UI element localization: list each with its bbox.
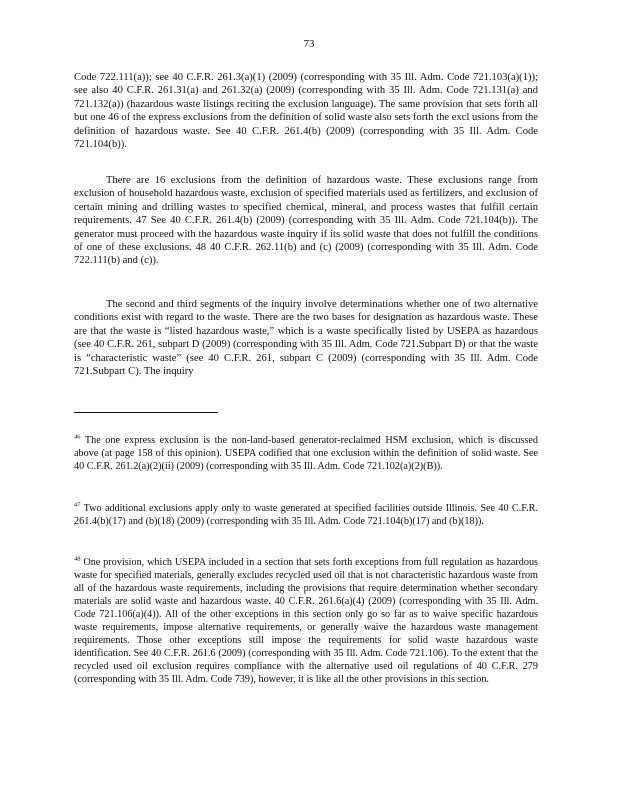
footnote-text: Two additional exclusions apply only to waste generated at specified facilities outside Illinois. See 40 C.F.R. 261.4(b)(17) and (b)(18) (2009) (corresponding with 35 Ill. Adm. Code 721.104(b)(17) and (b)(18)). xyxy=(74,503,538,527)
footnote-text: The one express exclusion is the non-land-based generator-reclaimed HSM exclusion, which is discussed above (at page 158 of this opinion). USEPA codified that one exclusion within the definition of solid waste. See 40 C.F.R. 261.2(a)(2)(ii) (2009) (corresponding with 35 Ill. Adm. Code 721.102(a)(2)(B)). xyxy=(74,435,538,472)
footnote-text: One provision, which USEPA included in a section that sets forth exceptions from full regulation as hazardous waste for specified materials, generally excludes recycled used oil that is not characteristic hazardous waste from all of the hazardous waste requirements, including the provisions that require determination whether secondary materials are solid waste and hazardous waste. 40 C.F.R. 261.6(a)(4) (2009) (corresponding with 35 Ill. Adm. Code 721.106(a)(4)). All of the other exceptions in this section only go so far as to waive specific hazardous waste requirements, impose alternative requirements, or generally waive the hazardous waste management requirements. Those other exceptions still impose the requirements for solid waste hazardous waste identification. See 40 C.F.R. 261.6 (2009) (corresponding with 35 Ill. Adm. Code 721.106). To the extent that the recycled used oil exclusion requires compliance with the alternative used oil regulations of 40 C.F.R. 279 (corresponding with 35 Ill. Adm. Code 739), however, it is like all the other provisions in this section. xyxy=(74,557,539,685)
footnote-mark: 46 xyxy=(74,433,81,441)
footnote-46 xyxy=(74,434,538,473)
footnote-mark: 48 xyxy=(74,555,81,563)
paragraph-2: There are 16 exclusions from the definition of hazardous waste. These exclusions range from exclusion of household hazardous waste, exclusion of specified materials used as fertilizers, and exclusion of certain mining and drilling wastes to specified chemical, mineral, and process wastes that fulfill certain requirements. 47 See 40 C.F.R. 261.4(b) (2009) (corresponding with 35 Ill. Adm. Code 721.104(b)). The generator must proceed with the hazardous waste inquiry if its solid waste that does not fulfill the conditions of one of these exclusions. 48 40 C.F.R. 262.11(b) and (c) (2009) (corresponding with 35 Ill. Adm. Code 722.111(b) and (c)). xyxy=(74,175,538,267)
footnote-mark: 47 xyxy=(74,501,81,509)
footnote-48 xyxy=(74,556,538,686)
paragraph-1: Code 722.111(a)); see 40 C.F.R. 261.3(a)(1) (2009) (corresponding with 35 Ill. Adm. Code 721.103(a)(1)); see also 40 C.F.R. 261.31(a) and 261.32(a) (2009) (corresponding with 35 Ill. Adm. Code 721.131(a) and 721.132(a)) (hazardous waste listings reciting the exclusion language). The same provision that sets forth all but one 46 of the express exclusions from the definition of solid waste also sets forth the excl usions from the definition of hazardous waste. See 40 C.F.R. 261.4(b) (2009) (corresponding with 35 Ill. Adm. Code 721.104(b)). xyxy=(74,72,538,151)
page-number: 73 xyxy=(303,38,315,50)
paragraph-3: The second and third segments of the inquiry involve determinations whether one of two alternative conditions exist with regard to the waste. There are the two bases for designation as hazardous waste. These are that the waste is “listed hazardous waste,” which is a waste specifically listed by USEPA as hazardous (see 40 C.F.R. 261, subpart D (2009) (corresponding with 35 Ill. Adm. Code 721.Subpart D) or that the waste is “characteristic waste” (see 40 C.F.R. 261, subpart C (2009) (corresponding with 35 Ill. Adm. Code 721.Subpart C). The inquiry xyxy=(74,299,538,378)
footnote-separator xyxy=(74,412,218,413)
footnote-47 xyxy=(74,502,538,528)
